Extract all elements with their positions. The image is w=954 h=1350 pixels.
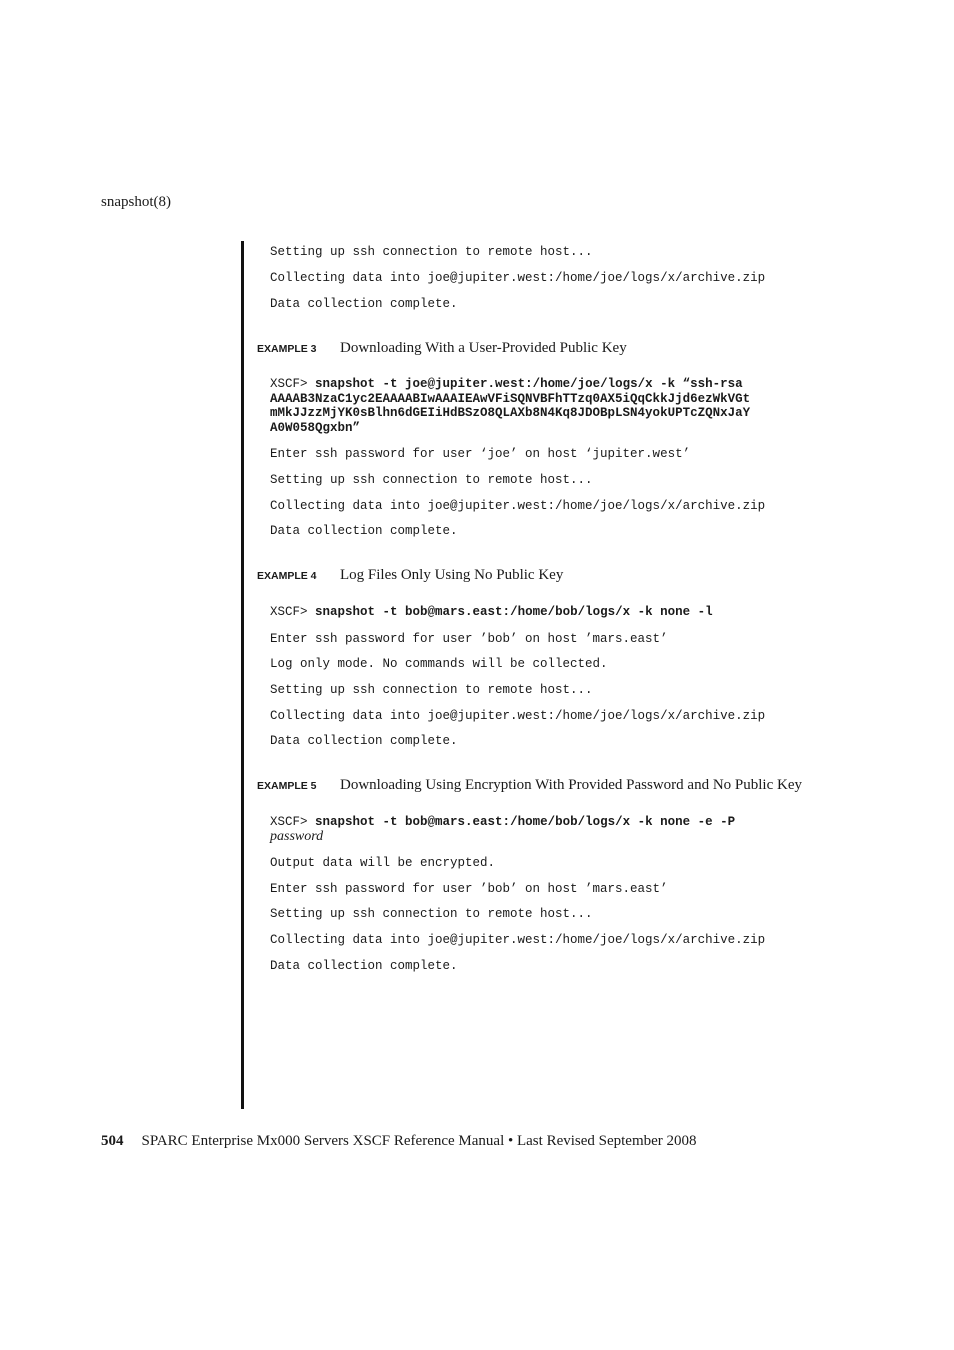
footer-text: SPARC Enterprise Mx000 Servers XSCF Reference Manual • Last Revised September 2008 [141,1133,697,1149]
output-line: Log only mode. No commands will be collected. [270,657,608,671]
example-title: Downloading Using Encryption With Provided Password and No Public Key [340,777,802,793]
example-4-command [270,605,713,620]
output-line: Enter ssh password for user ’bob’ on host ’mars.east’ [270,882,668,896]
output-line: Enter ssh password for user ’bob’ on host ’mars.east’ [270,632,668,646]
example-label: EXAMPLE 5 [257,780,317,792]
example-title: Downloading With a User-Provided Public Key [340,340,627,356]
output-line: Collecting data into joe@jupiter.west:/home/joe/logs/x/archive.zip [270,271,766,285]
output-line: Collecting data into joe@jupiter.west:/home/joe/logs/x/archive.zip [270,499,766,513]
change-bar [241,241,244,1109]
command-text: mMkJJzzMjYK0sBlhn6dGEIiHdBSzO8QLAXb8N4Kq8JDOBpLSN4yokUPTcZQNxJaY [270,406,751,420]
output-line: Setting up ssh connection to remote host... [270,473,593,487]
output-line: Data collection complete. [270,734,458,748]
command-text: snapshot -t bob@mars.east:/home/bob/logs/x -k none -e -P [315,815,736,829]
page-number: 504 [101,1133,124,1149]
command-argument: password [270,828,324,844]
example-label: EXAMPLE 4 [257,570,317,582]
example-3-heading [257,340,627,357]
command-text: snapshot -t joe@jupiter.west:/home/joe/logs/x -k “ssh-rsa [315,377,743,391]
output-line: Data collection complete. [270,297,458,311]
output-line: Enter ssh password for user ‘joe’ on host ‘jupiter.west’ [270,447,691,461]
example-3-command [270,377,750,435]
example-5-heading [257,777,802,794]
command-text: snapshot -t bob@mars.east:/home/bob/logs/x -k none -l [315,605,713,619]
prompt: XSCF> [270,815,308,829]
output-line: Data collection complete. [270,524,458,538]
prompt: XSCF> [270,377,308,391]
example-4-heading [257,567,563,584]
page-footer [101,1133,697,1150]
output-line: Output data will be encrypted. [270,856,496,870]
example-label: EXAMPLE 3 [257,343,317,355]
output-line: Setting up ssh connection to remote host... [270,907,593,921]
command-text: AAAAB3NzaC1yc2EAAAABIwAAAIEAwVFiSQNVBFhTTzq0AX5iQqCkkJjd6ezWkVGt [270,391,751,406]
output-line: Setting up ssh connection to remote host... [270,245,593,259]
prompt: XSCF> [270,605,308,619]
output-line: Setting up ssh connection to remote host... [270,683,593,697]
running-header: snapshot(8) [101,194,171,210]
output-line: Collecting data into joe@jupiter.west:/home/joe/logs/x/archive.zip [270,933,766,947]
command-text: A0W058Qgxbn” [270,420,361,435]
output-line: Collecting data into joe@jupiter.west:/home/joe/logs/x/archive.zip [270,709,766,723]
example-5-command [270,815,735,844]
example-title: Log Files Only Using No Public Key [340,567,564,583]
output-line: Data collection complete. [270,959,458,973]
